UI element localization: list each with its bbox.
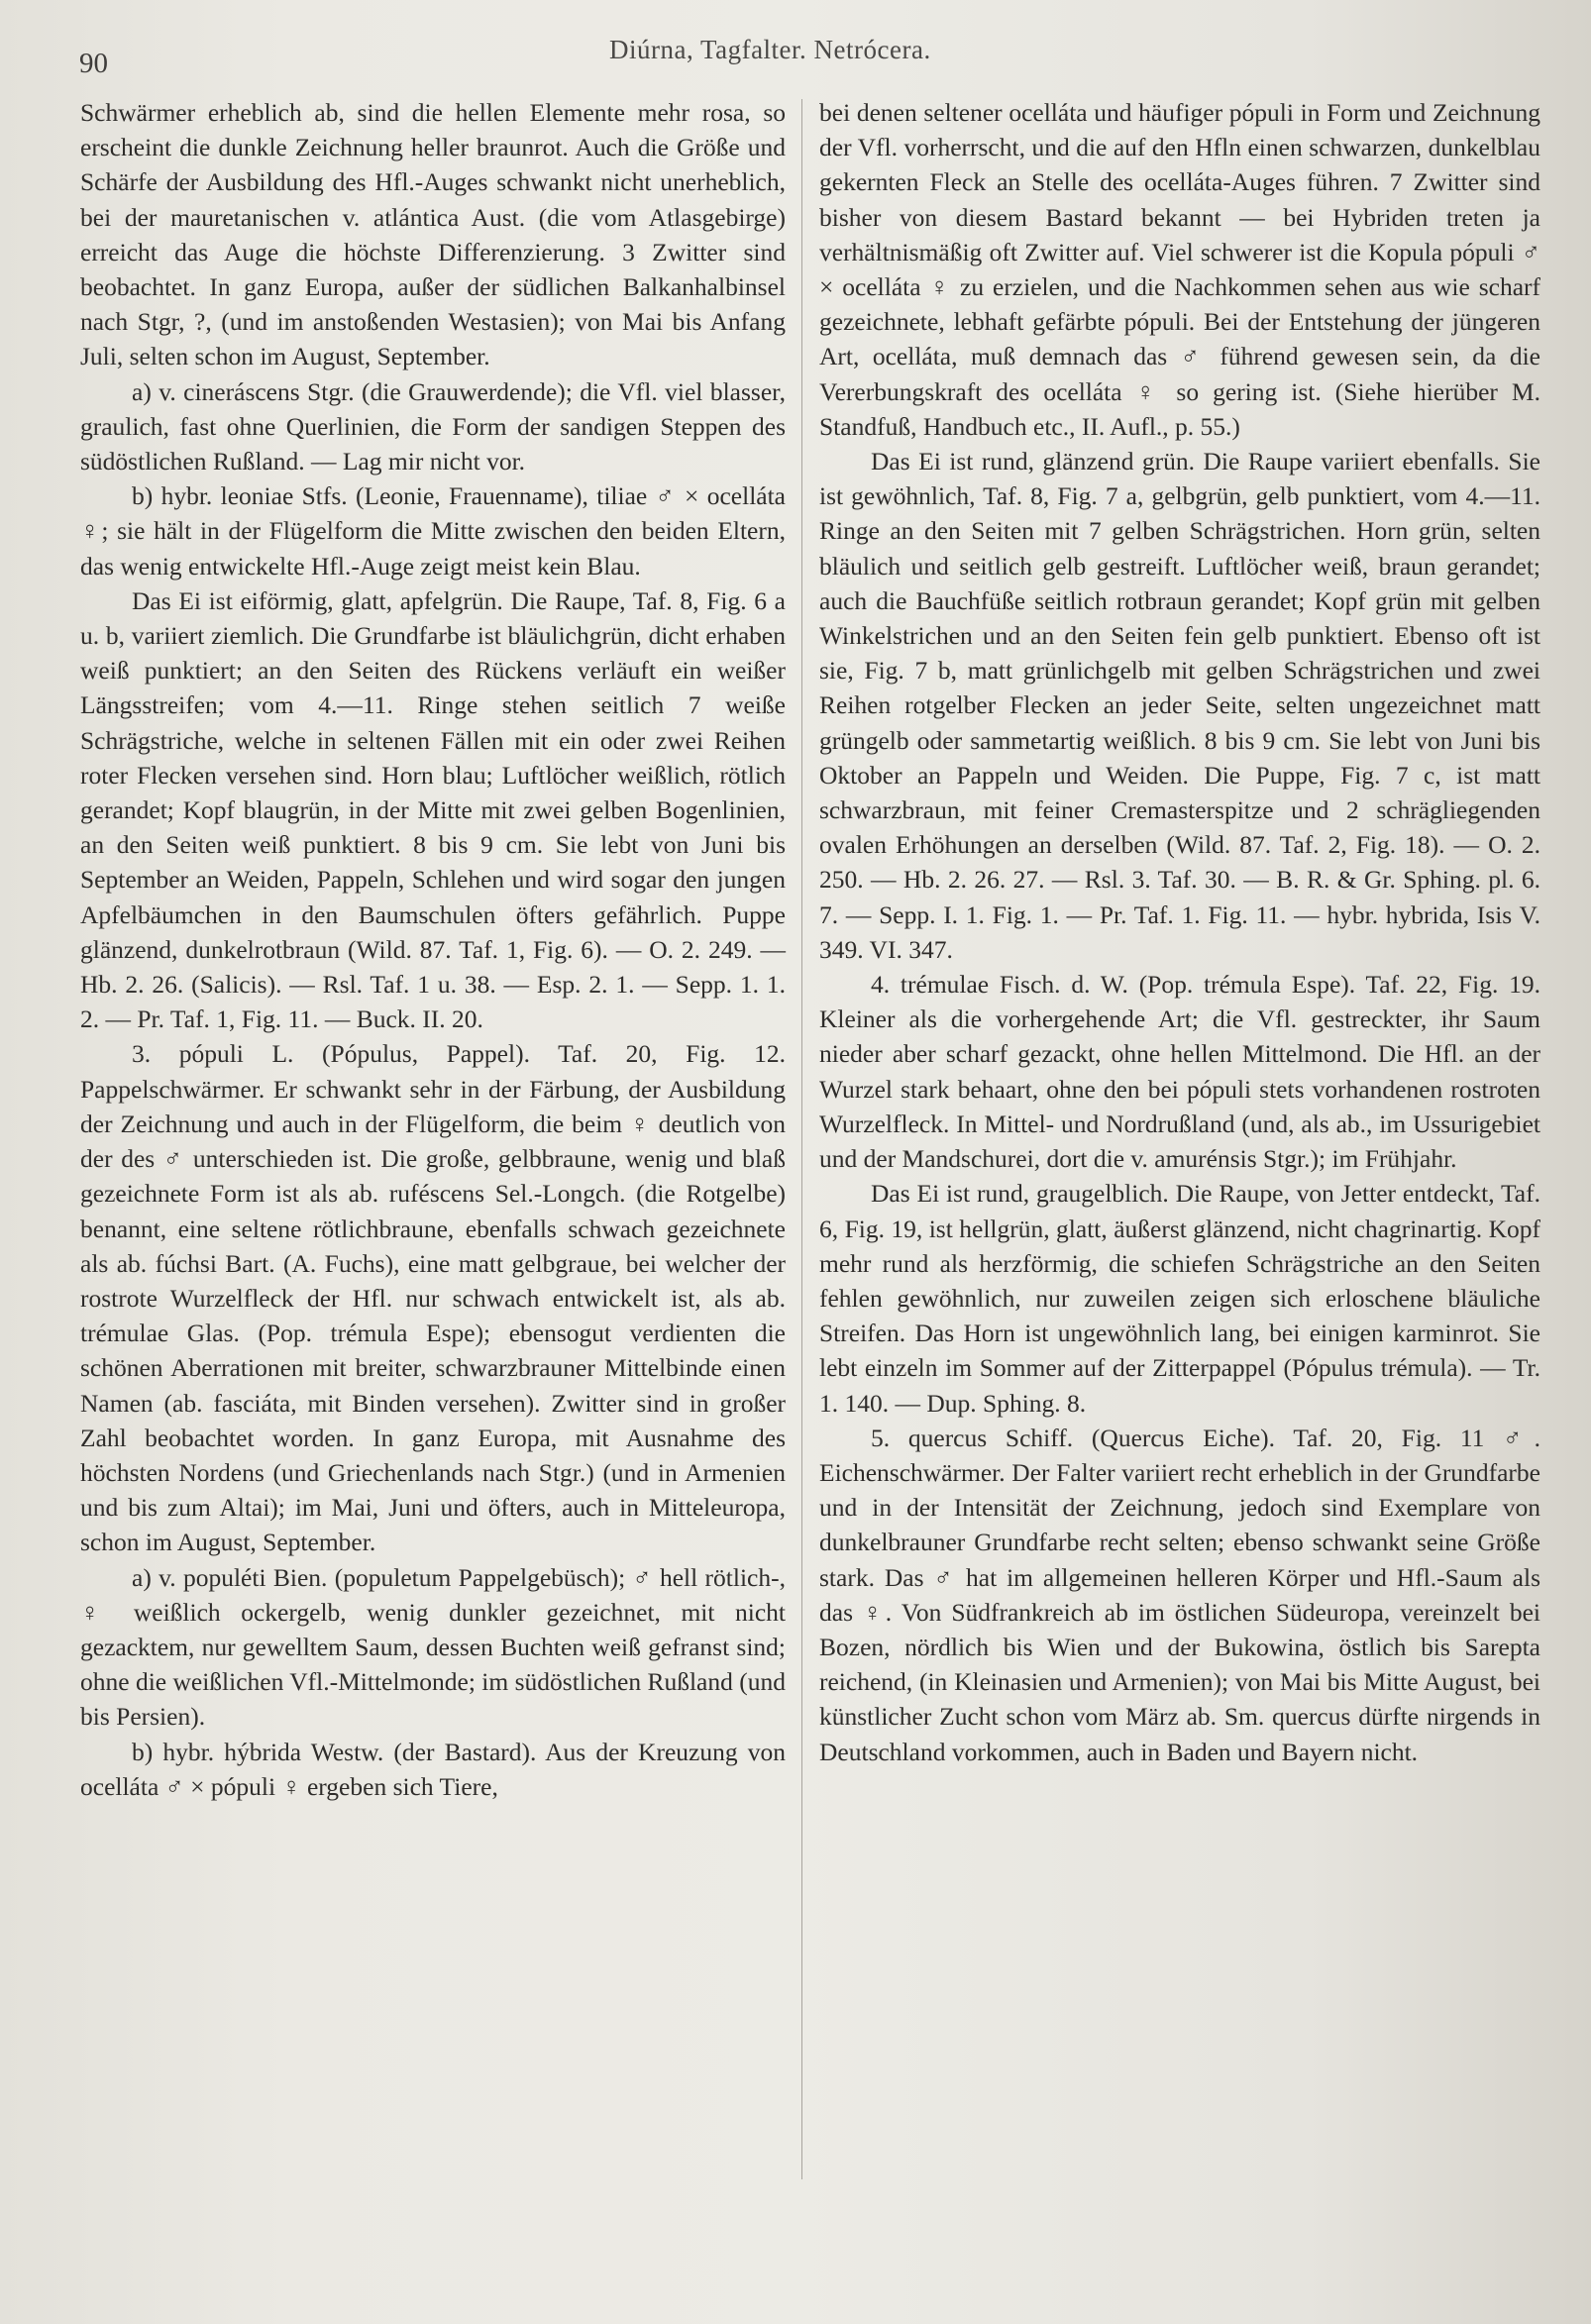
- paragraph: 4. trémulae Fisch. d. W. (Pop. trémula Espe). Taf. 22, Fig. 19. Kleiner als die vorhergehende Art; die Vfl. gestreckter, ihr Saum nieder aber scharf gezackt, ohne hellen Mittelmond. Die Hfl. an der Wurzel stark behaart, ohne den bei pópuli stets vorhandenen rostroten Wurzelfleck. In Mittel- und Nordrußland (und, als ab., im Ussurigebiet und der Mandschurei, dort die v. amurénsis Stgr.); im Frühjahr.: [819, 970, 1540, 1174]
- right-column: [819, 95, 1540, 1769]
- paragraph: Das Ei ist eiförmig, glatt, apfelgrün. Die Raupe, Taf. 8, Fig. 6 a u. b, variiert ziemlich. Die Grundfarbe ist bläulichgrün, dicht erhaben weiß punktiert; an den Seiten des Rückens verläuft ein weißer Längsstreifen; vom 4.—11. Ringe stehen seitlich 7 weiße Schrägstriche, welche in seltenen Fällen mit ein oder zwei Reihen roter Flecken versehen sind. Horn blau; Luftlöcher weißlich, rötlich gerandet; Kopf blaugrün, in der Mitte mit zwei gelben Bogenlinien, an den Seiten weiß punktiert. 8 bis 9 cm. Sie lebt von Juni bis September an Weiden, Pappeln, Schlehen und wird sogar den jungen Apfelbäumchen in den Baumschulen öfters gefährlich. Puppe glänzend, dunkelrotbraun (Wild. 87. Taf. 1, Fig. 6). — O. 2. 249. — Hb. 2. 26. (Salicis). — Rsl. Taf. 1 u. 38. — Esp. 2. 1. — Sepp. 1. 1. 2. — Pr. Taf. 1, Fig. 11. — Buck. II. 20.: [80, 585, 786, 1034]
- paragraph: 5. quercus Schiff. (Quercus Eiche). Taf. 20, Fig. 11 ♂. Eichenschwärmer. Der Falter variiert recht erheblich in der Grundfarbe und in der Intensität der Zeichnung, jedoch sind Exemplare von dunkelbrauner Grundfarbe recht selten; ebenso schwankt seine Größe stark. Das ♂ hat im allgemeinen helleren Körper und Hfl.-Saum als das ♀. Von Südfrankreich ab im östlichen Südeuropa, vereinzelt bei Bozen, nördlich bis Wien und der Bukowina, östlich bis Sarepta reichend, (in Kleinasien und Armenien); von Mai bis Mitte August, bei künstlicher Zucht schon vom März ab. Sm. quercus dürfte nirgends in Deutschland vorkommen, auch in Baden und Bayern nicht.: [819, 1423, 1540, 1766]
- paragraph: b) hybr. hýbrida Westw. (der Bastard). Aus der Kreuzung von ocelláta ♂ × pópuli ♀ ergeben sich Tiere,: [80, 1737, 786, 1801]
- paragraph: a) v. populéti Bien. (populetum Pappelgebüsch); ♂ hell rötlich-, ♀ weißlich ockergelb, wenig dunkler gezeichnet, mit nicht gezacktem, nur gewelltem Saum, dessen Buchten weiß gefranst sind; ohne die weißlichen Vfl.-Mittelmonde; im südöstlichen Rußland (und bis Persien).: [80, 1562, 786, 1732]
- paragraph: a) v. cineráscens Stgr. (die Grauwerdende); die Vfl. viel blasser, graulich, fast ohne Querlinien, die Form der sandigen Steppen des südöstlichen Rußland. — Lag mir nicht vor.: [80, 376, 786, 476]
- left-column: [80, 95, 786, 1804]
- paragraph: Das Ei ist rund, graugelblich. Die Raupe, von Jetter entdeckt, Taf. 6, Fig. 19, ist hellgrün, glatt, äußerst glänzend, nicht chagrinartig. Kopf mehr rund als herzförmig, die schiefen Schrägstriche an den Seiten fehlen gewöhnlich, nur zuweilen zeigen sich erloschene bläuliche Streifen. Das Horn ist ungewöhnlich lang, bei einigen karminrot. Sie lebt einzeln im Sommer auf der Zitterpappel (Pópulus trémula). — Tr. 1. 140. — Dup. Sphing. 8.: [819, 1179, 1540, 1418]
- paragraph: b) hybr. leoniae Stfs. (Leonie, Frauenname), tiliae ♂ × ocelláta ♀; sie hält in der Flügelform die Mitte zwischen den beiden Eltern, das wenig entwickelte Hfl.-Auge zeigt meist kein Blau.: [80, 481, 786, 581]
- page-header: [79, 30, 1545, 79]
- paragraph: 3. pópuli L. (Pópulus, Pappel). Taf. 20, Fig. 12. Pappelschwärmer. Er schwankt sehr in der Färbung, der Ausbildung der Zeichnung und auch in der Flügelform, die beim ♀ deutlich von der des ♂ unterschieden ist. Die große, gelbbraune, wenig und blaß gezeichnete Form ist als ab. ruféscens Sel.-Longch. (die Rotgelbe) benannt, eine seltene rötlichbraune, ebenfalls schwach gezeichnete als ab. fúchsi Bart. (A. Fuchs), eine matt gelbgraue, bei welcher der rostrote Wurzelfleck der Hfl. nur schwach entwickelt ist, als ab. trémulae Glas. (Pop. trémula Espe); ebensogut verdienten die schönen Aberrationen mit breiter, schwarzbrauner Mittelbinde einen Namen (ab. fasciáta, mit Binden versehen). Zwitter sind in großer Zahl beobachtet worden. In ganz Europa, mit Ausnahme des höchsten Nordens (und Griechenlands nach Stgr.) (und in Armenien und bis zum Altai); im Mai, Juni und öfters, auch in Mitteleuropa, schon im August, September.: [80, 1039, 786, 1557]
- running-title: Diúrna, Tagfalter. Netrócera.: [609, 35, 931, 64]
- page-number: 90: [79, 48, 108, 79]
- paragraph: Das Ei ist rund, glänzend grün. Die Raupe variiert ebenfalls. Sie ist gewöhnlich, Taf. 8, Fig. 7 a, gelbgrün, gelb punktiert, vom 4.—11. Ringe an den Seiten mit 7 gelben Schrägstrichen. Horn grün, selten bläulich und seitlich gelb gestreift. Luftlöcher weiß, braun gerandet; auch die Bauchfüße seitlich rotbraun gerandet; Kopf grün mit gelben Winkelstrichen und an den Seiten fein gelb punktiert. Ebenso oft ist sie, Fig. 7 b, matt grünlichgelb mit gelben Schrägstrichen und zwei Reihen rotgelber Flecken an jeder Seite, selten ungezeichnet matt grüngelb oder sammetartig weißlich. 8 bis 9 cm. Sie lebt von Juni bis Oktober an Pappeln und Weiden. Die Puppe, Fig. 7 c, ist matt schwarzbraun, mit feiner Cremasterspitze und 2 schrägliegenden ovalen Erhöhungen an derselben (Wild. 87. Taf. 2, Fig. 18). — O. 2. 250. — Hb. 2. 26. 27. — Rsl. 3. Taf. 30. — B. R. & Gr. Sphing. pl. 6. 7. — Sepp. I. 1. Fig. 1. — Pr. Taf. 1. Fig. 11. — hybr. hybrida, Isis V. 349. VI. 347.: [819, 447, 1540, 964]
- paragraph: bei denen seltener ocelláta und häufiger pópuli in Form und Zeichnung der Vfl. vorherrscht, und die auf den Hfln einen schwarzen, dunkelblau gekernten Fleck an Stelle des ocelláta-Auges führen. 7 Zwitter sind bisher von diesem Bastard bekannt — bei Hybriden treten ja verhältnismäßig oft Zwitter auf. Viel schwerer ist die Kopula pópuli ♂ × ocelláta ♀ zu erzielen, und die Nachkommen sehen aus wie scharf gezeichnete, lebhaft gefärbte pópuli. Bei der Entstehung der jüngeren Art, ocelláta, muß demnach das ♂ führend gewesen sein, da die Vererbungskraft des ocelláta ♀ so gering ist. (Siehe hierüber M. Standfuß, Handbuch etc., II. Aufl., p. 55.): [819, 98, 1540, 441]
- paragraph: Schwärmer erheblich ab, sind die hellen Elemente mehr rosa, so erscheint die dunkle Zeichnung heller braunrot. Auch die Größe und Schärfe der Ausbildung des Hfl.-Auges schwankt nicht unerheblich, bei der mauretanischen v. atlántica Aust. (die vom Atlasgebirge) erreicht das Auge die höchste Differenzierung. 3 Zwitter sind beobachtet. In ganz Europa, außer der südlichen Balkanhalbinsel nach Stgr, ?, (und im anstoßenden Westasien); von Mai bis Anfang Juli, selten schon im August, September.: [80, 98, 786, 371]
- column-divider: [801, 99, 802, 2179]
